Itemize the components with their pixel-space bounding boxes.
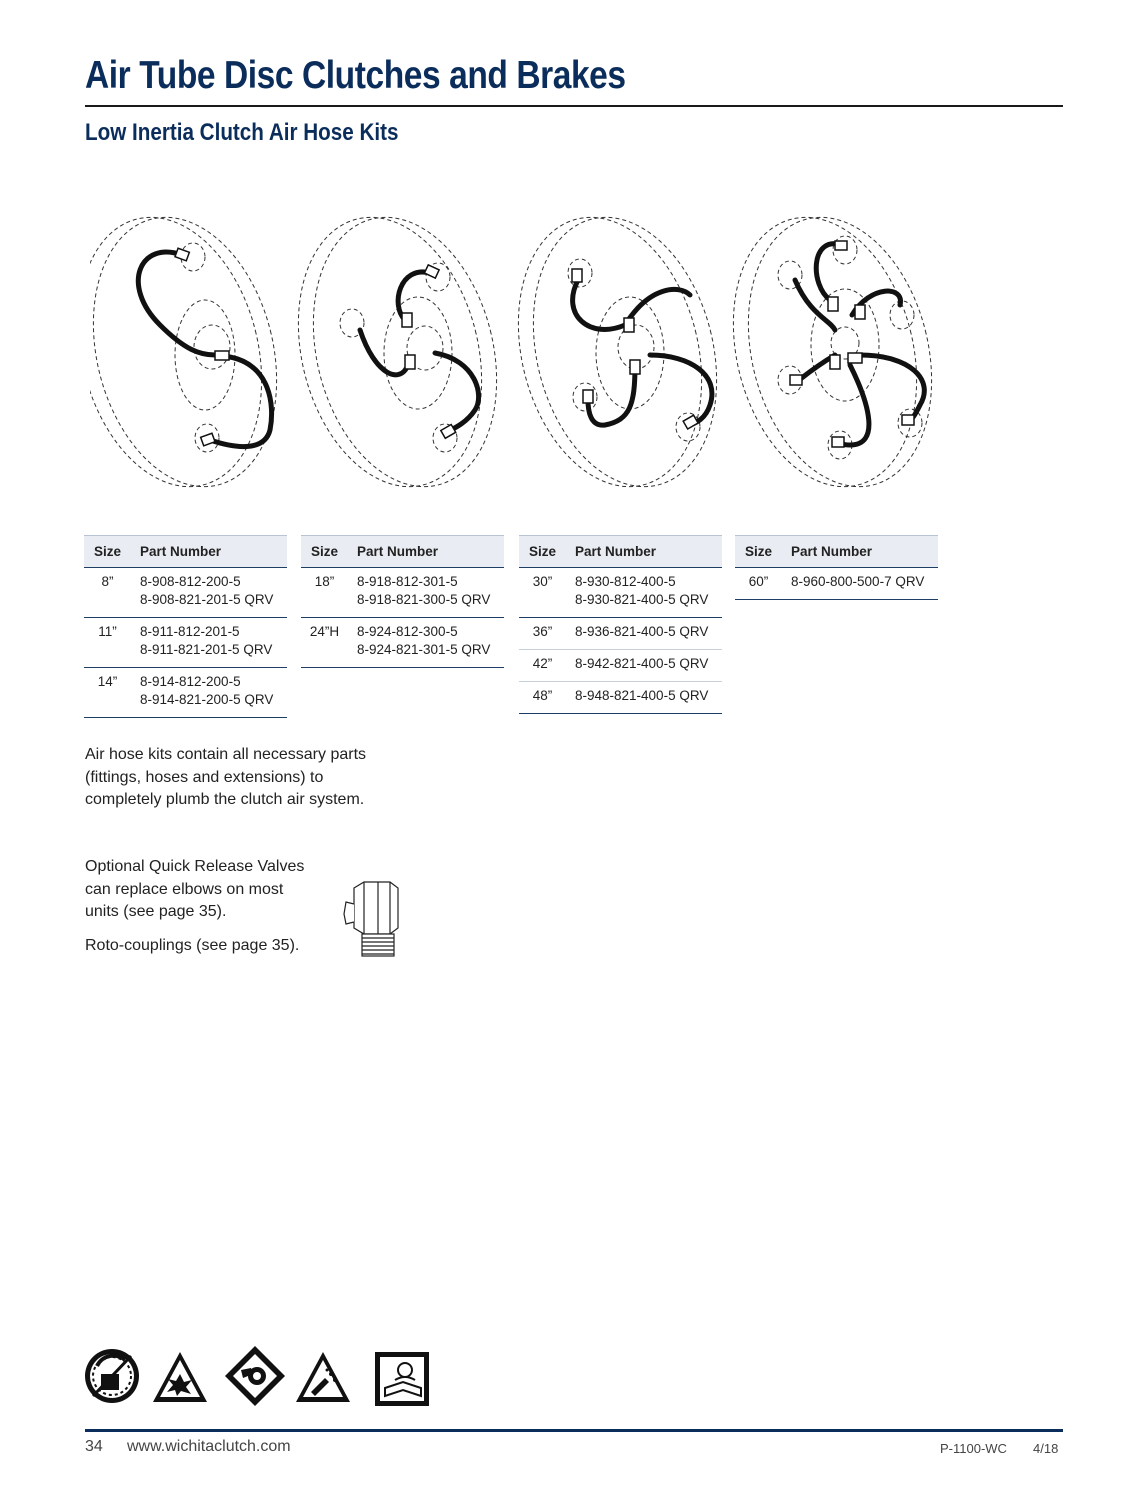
flying-debris-warning-icon bbox=[296, 1352, 350, 1402]
part-table-2 bbox=[301, 535, 504, 668]
part-table-4 bbox=[735, 535, 938, 600]
read-manual-icon bbox=[375, 1352, 429, 1406]
part-number-qrv: 8-911-821-201-5 QRV bbox=[140, 642, 273, 657]
part-number-qrv: 8-924-821-301-5 QRV bbox=[357, 642, 491, 657]
table-row bbox=[84, 668, 287, 718]
part-number-cell bbox=[348, 618, 504, 668]
quick-release-paragraph bbox=[85, 856, 304, 924]
part-number-cell bbox=[566, 618, 722, 650]
website-link[interactable]: www.wichitaclutch.com bbox=[127, 1438, 291, 1455]
explosion-warning-icon bbox=[153, 1352, 207, 1402]
part-number-cell bbox=[131, 618, 287, 668]
part-number: 8-908-812-200-5 bbox=[140, 574, 241, 589]
part-number: 8-930-812-400-5 bbox=[575, 574, 676, 589]
safety-icons bbox=[85, 1346, 435, 1410]
part-number-qrv: 8-908-821-201-5 QRV bbox=[140, 592, 274, 607]
kit-contents-paragraph bbox=[85, 744, 366, 812]
part-number-cell bbox=[131, 568, 287, 618]
title-rule bbox=[85, 105, 1063, 107]
rotating-machinery-icon bbox=[85, 1349, 139, 1403]
part-number: 8-914-812-200-5 bbox=[140, 674, 241, 689]
table-row bbox=[735, 568, 938, 600]
size-cell: 60” bbox=[735, 568, 782, 600]
part-number-header: Part Number bbox=[348, 536, 504, 568]
text-line: can replace elbows on most bbox=[85, 880, 284, 898]
part-number: 8-911-812-201-5 bbox=[140, 624, 240, 639]
part-number-qrv: 8-960-800-500-7 QRV bbox=[791, 574, 925, 589]
table-row bbox=[84, 618, 287, 668]
text-line: Optional Quick Release Valves bbox=[85, 858, 305, 875]
part-number-header: Part Number bbox=[131, 536, 287, 568]
footer-rule bbox=[85, 1429, 1063, 1432]
roto-couplings-paragraph bbox=[85, 935, 299, 958]
part-number-cell bbox=[348, 568, 504, 618]
table-row bbox=[519, 568, 722, 618]
size-cell: 18” bbox=[301, 568, 348, 618]
text-line: (fittings, hoses and extensions) to bbox=[85, 768, 324, 786]
size-cell: 8” bbox=[84, 568, 131, 618]
part-table-3 bbox=[519, 535, 722, 714]
size-cell: 48” bbox=[519, 682, 566, 714]
size-cell: 30” bbox=[519, 568, 566, 618]
size-header: Size bbox=[735, 536, 782, 568]
text-line: completely plumb the clutch air system. bbox=[85, 791, 365, 808]
part-number-cell bbox=[566, 682, 722, 714]
part-table-1 bbox=[84, 535, 287, 718]
part-number-header: Part Number bbox=[782, 536, 938, 568]
document-date: 4/18 bbox=[1033, 1441, 1059, 1456]
text-line: Air hose kits contain all necessary parts bbox=[85, 746, 367, 763]
size-cell: 14” bbox=[84, 668, 131, 718]
size-header: Size bbox=[519, 536, 566, 568]
clutch-18in-illustration bbox=[271, 205, 523, 500]
size-cell: 42” bbox=[519, 650, 566, 682]
page-number: 34 bbox=[85, 1438, 103, 1455]
entanglement-warning-icon bbox=[225, 1346, 285, 1406]
table-row bbox=[519, 650, 722, 682]
part-number-header: Part Number bbox=[566, 536, 722, 568]
part-number: 8-918-812-301-5 bbox=[357, 574, 458, 589]
table-row bbox=[519, 682, 722, 714]
section-title: Low Inertia Clutch Air Hose Kits bbox=[85, 119, 399, 146]
part-number-cell bbox=[566, 650, 722, 682]
size-cell: 11” bbox=[84, 618, 131, 668]
size-cell: 24”H bbox=[301, 618, 348, 668]
size-cell: 36” bbox=[519, 618, 566, 650]
part-number-qrv: 8-918-821-300-5 QRV bbox=[357, 592, 491, 607]
part-number-qrv: 8-948-821-400-5 QRV bbox=[575, 688, 709, 703]
part-number: 8-924-812-300-5 bbox=[357, 624, 458, 639]
air-hose-kit-diagram bbox=[90, 205, 940, 500]
table-row bbox=[301, 618, 504, 668]
quick-release-valve-icon bbox=[340, 878, 404, 960]
part-number-qrv: 8-930-821-400-5 QRV bbox=[575, 592, 709, 607]
size-header: Size bbox=[301, 536, 348, 568]
table-row bbox=[84, 568, 287, 618]
document-code: P-1100-WC bbox=[940, 1441, 1007, 1456]
text-line: units (see page 35). bbox=[85, 903, 227, 920]
part-number-qrv: 8-942-821-400-5 QRV bbox=[575, 656, 709, 671]
clutch-30in-illustration bbox=[491, 205, 743, 500]
part-number-cell bbox=[566, 568, 722, 618]
part-number-cell bbox=[782, 568, 938, 600]
part-number-qrv: 8-936-821-400-5 QRV bbox=[575, 624, 709, 639]
part-number-qrv: 8-914-821-200-5 QRV bbox=[140, 692, 274, 707]
page-title: Air Tube Disc Clutches and Brakes bbox=[85, 54, 626, 97]
text-line: Roto-couplings (see page 35). bbox=[85, 937, 300, 954]
part-number-cell bbox=[131, 668, 287, 718]
table-row bbox=[519, 618, 722, 650]
size-header: Size bbox=[84, 536, 131, 568]
table-row bbox=[301, 568, 504, 618]
